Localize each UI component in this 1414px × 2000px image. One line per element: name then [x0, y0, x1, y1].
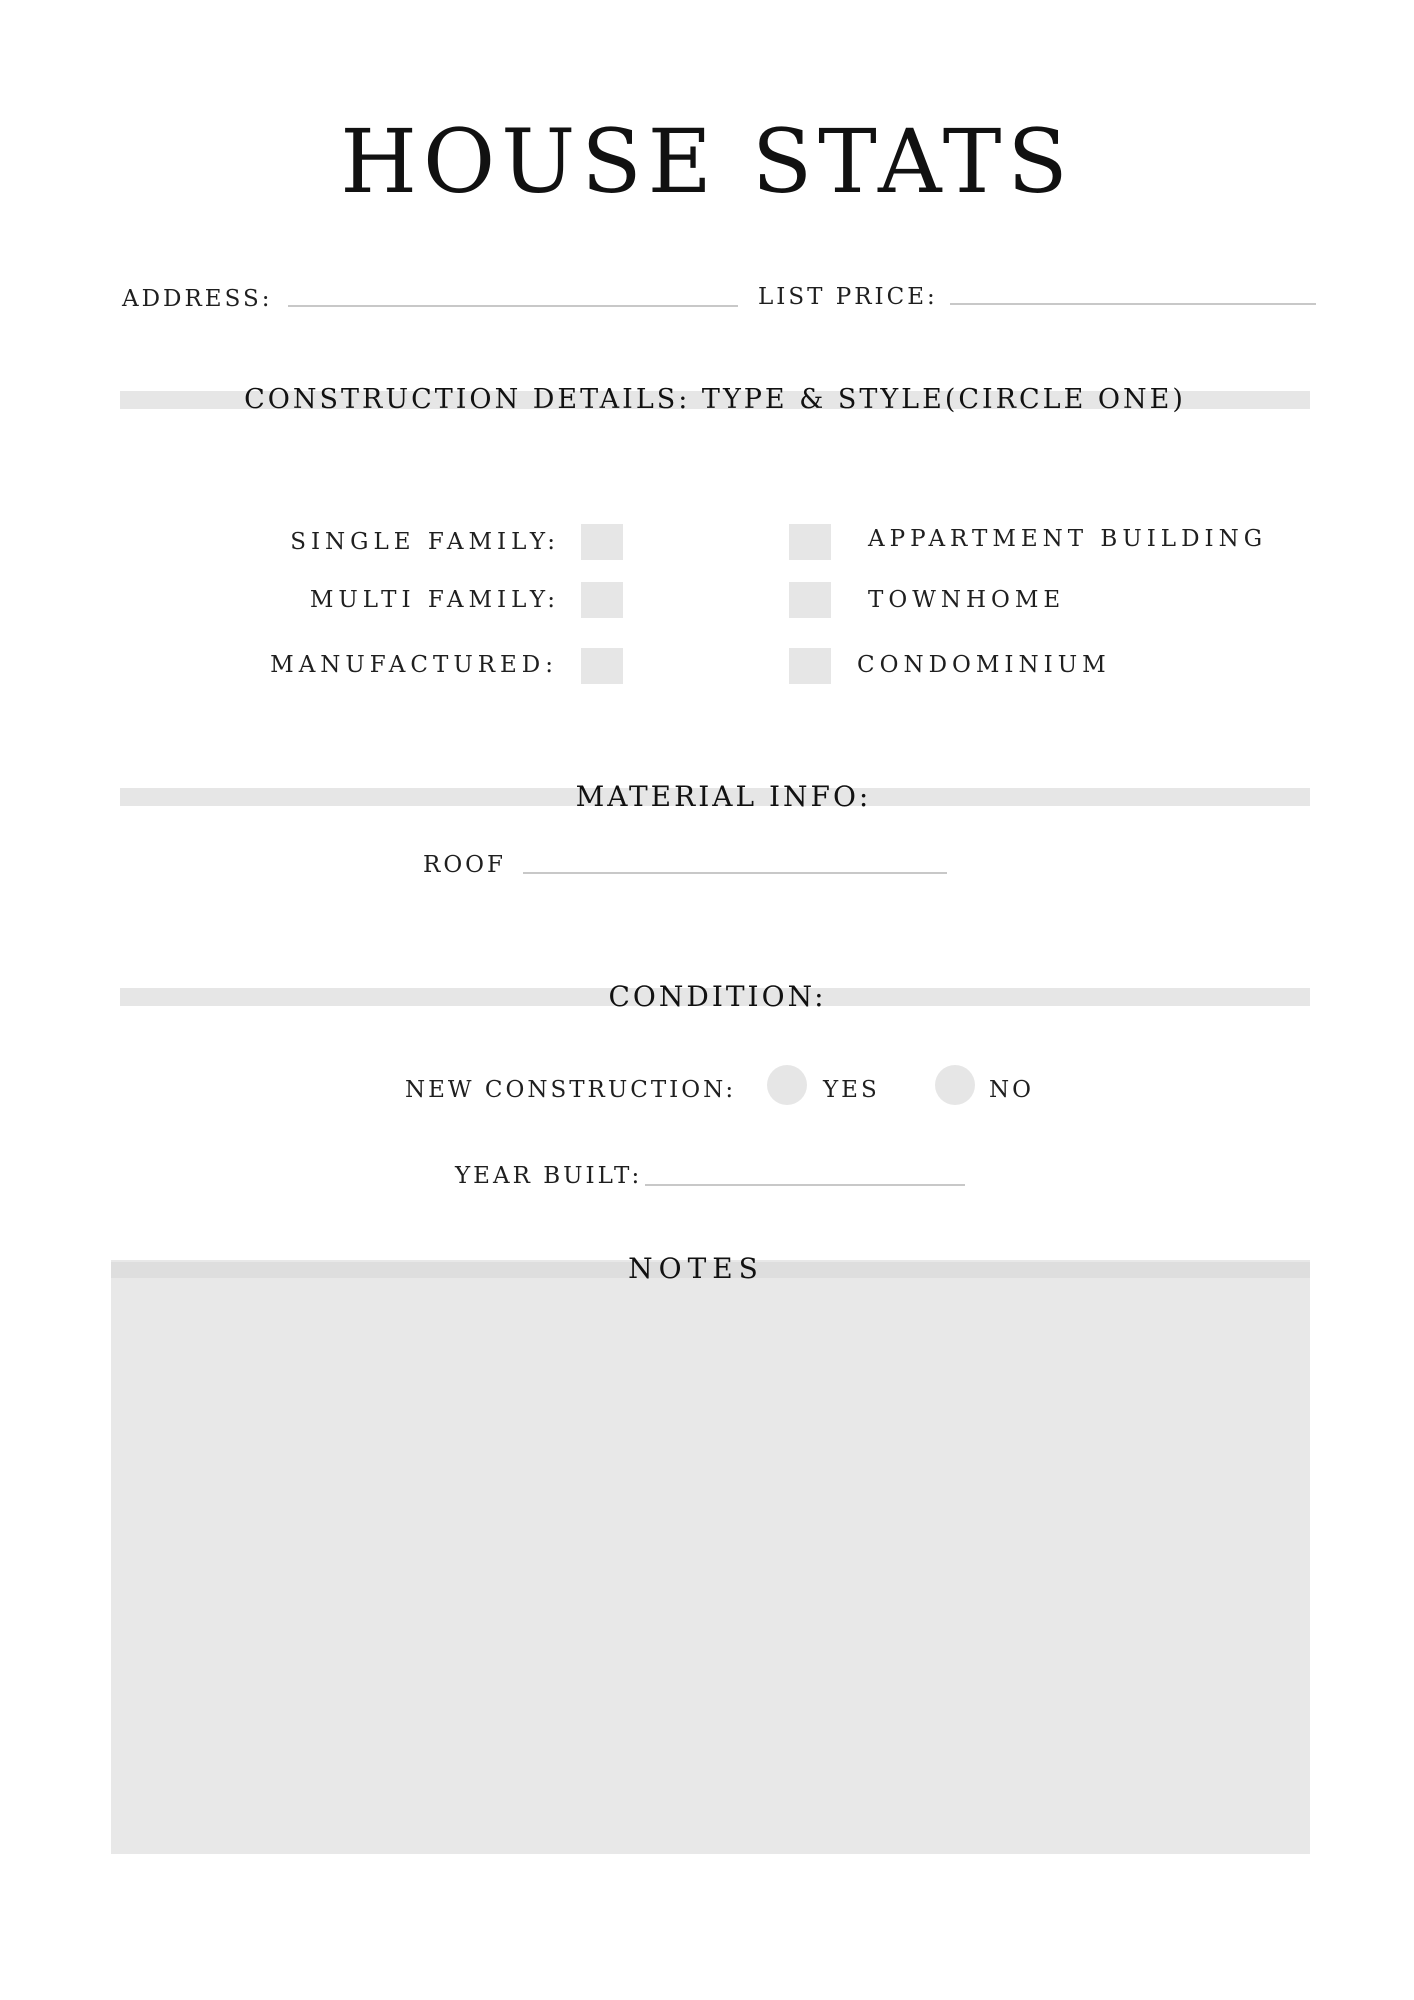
- option-single-family-box[interactable]: [581, 524, 623, 560]
- option-manufactured-label: MANUFACTURED:: [270, 652, 558, 678]
- option-single-family-label: SINGLE FAMILY:: [290, 529, 560, 555]
- material-section-heading: MATERIAL INFO:: [575, 780, 872, 813]
- option-condominium-box[interactable]: [789, 648, 831, 684]
- no-label: NO: [989, 1077, 1034, 1103]
- option-townhome-box[interactable]: [789, 582, 831, 618]
- option-multi-family-box[interactable]: [581, 582, 623, 618]
- option-appartment-building-box[interactable]: [789, 524, 831, 560]
- option-multi-family-label: MULTI FAMILY:: [309, 587, 560, 613]
- yes-radio[interactable]: [767, 1065, 807, 1105]
- roof-label: ROOF: [423, 852, 506, 878]
- year-built-label: YEAR BUILT:: [455, 1163, 643, 1189]
- no-radio[interactable]: [935, 1065, 975, 1105]
- yes-label: YES: [823, 1077, 880, 1103]
- notes-heading: NOTES: [628, 1252, 764, 1285]
- year-built-field[interactable]: [645, 1184, 965, 1186]
- condition-section-heading: CONDITION:: [608, 980, 827, 1013]
- option-appartment-building-label: APPARTMENT BUILDING: [868, 526, 1268, 552]
- list-price-field[interactable]: [950, 303, 1316, 305]
- page-title: HOUSE STATS: [340, 110, 1074, 213]
- list-price-label: LIST PRICE:: [758, 284, 938, 310]
- notes-area[interactable]: [111, 1260, 1310, 1854]
- option-townhome-label: TOWNHOME: [868, 587, 1066, 613]
- option-condominium-label: CONDOMINIUM: [857, 652, 1111, 678]
- option-manufactured-box[interactable]: [581, 648, 623, 684]
- roof-field[interactable]: [523, 872, 947, 874]
- new-construction-label: NEW CONSTRUCTION:: [405, 1077, 737, 1103]
- address-field[interactable]: [288, 305, 738, 307]
- construction-section-heading: CONSTRUCTION DETAILS: TYPE & STYLE(CIRCLE ONE): [244, 384, 1186, 415]
- address-label: ADDRESS:: [122, 286, 273, 312]
